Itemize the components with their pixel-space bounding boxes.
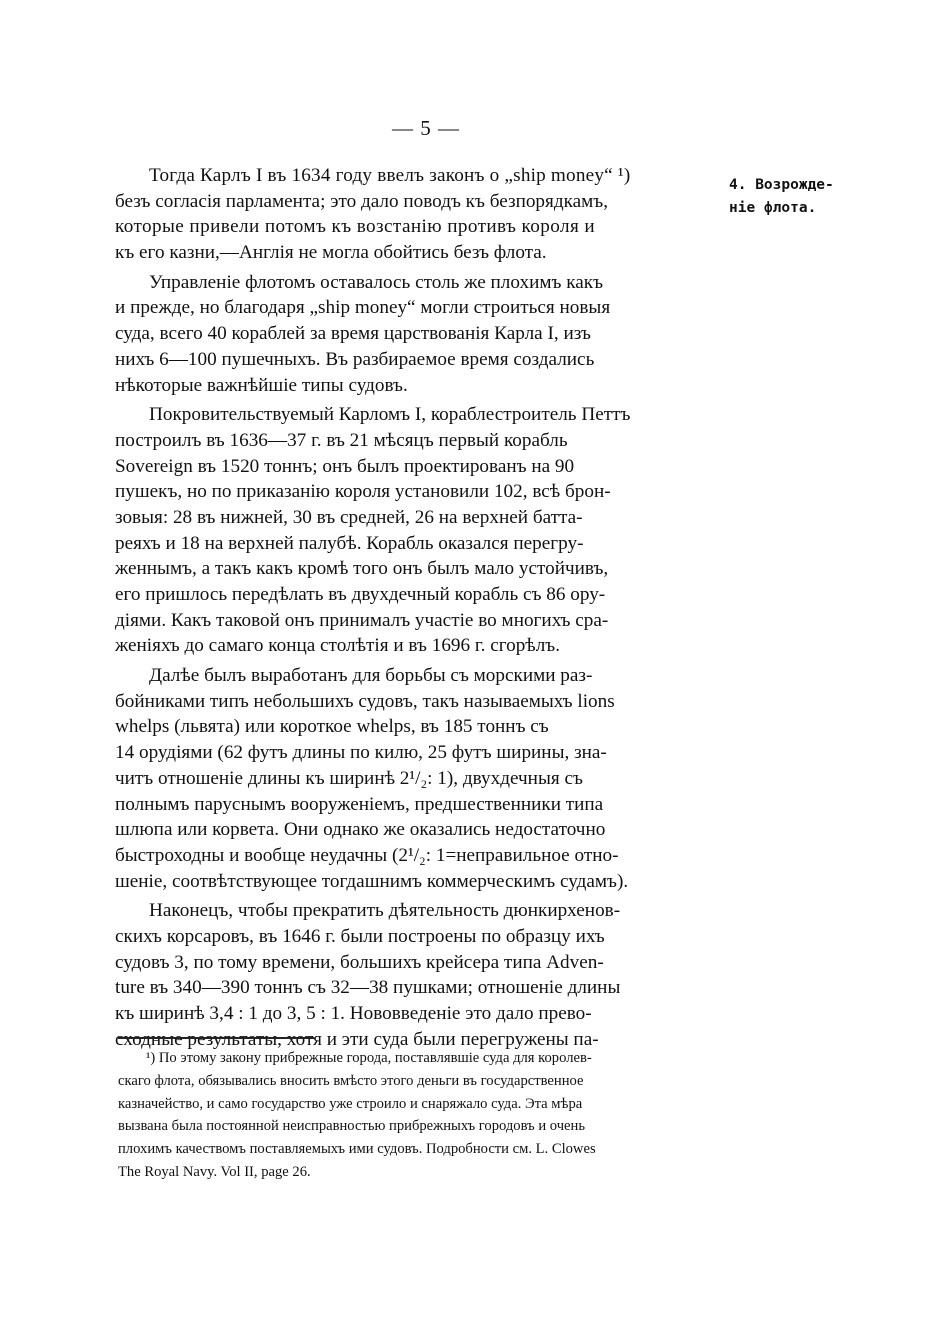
text-line: сходные результаты, хотя и эти суда были перегружены па- (115, 1028, 599, 1050)
text-line: читъ отношеніе длины къ ширинѣ 2¹/₂: 1), двухдечныя съ (115, 767, 583, 789)
footnote (118, 1047, 718, 1184)
text-line: безъ согласія парламента; это дало поводъ къ безпорядкамъ, (115, 190, 609, 212)
text-line: и прежде, но благодаря „ship money“ могли строиться новыя (115, 297, 611, 319)
text-line: whelps (львята) или короткое whelps, въ 185 тоннъ съ (115, 716, 549, 738)
text-line: нѣкоторые важнѣйшіе типы судовъ. (115, 374, 408, 396)
text-line: суда, всего 40 кораблей за время царствованія Карла I, изъ (115, 323, 591, 345)
text-line: реяхъ и 18 на верхней палубѣ. Корабль оказался перегру- (115, 532, 584, 554)
paragraph-3 (115, 402, 721, 659)
text-line: ture въ 340—390 тоннъ съ 32—38 пушками; отношеніе длины (115, 977, 621, 999)
footnote-divider (118, 1037, 314, 1039)
text-line: его пришлось передѣлать въ двухдечный корабль съ 86 ору- (115, 584, 606, 605)
text-line: къ его казни,—Англія не могла обойтись безъ флота. (115, 242, 547, 264)
text-line: построилъ въ 1636—37 г. въ 21 мѣсяцъ первый корабль (115, 429, 568, 451)
body-text (115, 163, 721, 1052)
margin-note-line: ніе флота. (729, 200, 817, 216)
footnote-line: ¹) По этому закону прибрежные города, поставлявшіе суда для королев- (146, 1050, 592, 1066)
text-line: діями. Какъ таковой онъ принималъ участіе во многихъ сра- (115, 609, 609, 631)
footnote-line: скаго флота, обязывались вносить вмѣсто этого деньги въ государственное (118, 1072, 584, 1089)
text-line: 14 орудіями (62 футъ длины по килю, 25 футъ ширины, зна- (115, 742, 607, 764)
margin-note (729, 174, 839, 220)
text-line: Тогда Карлъ I въ 1634 году ввелъ законъ о „ship money“ ¹) (149, 165, 631, 186)
paragraph-1 (115, 163, 721, 266)
text-line: быстроходны и вообще неудачны (2¹/₂: 1=неправильное отно- (115, 844, 619, 866)
text-line: шеніе, соотвѣтствующее тогдашнимъ коммерческимъ судамъ). (115, 870, 629, 892)
footnote-line: казначейство, и само государство уже строило и снаряжало суда. Эта мѣра (118, 1095, 583, 1112)
text-line: Наконецъ, чтобы прекратить дѣятельность дюнкирхенов- (149, 900, 621, 922)
text-line: Далѣе былъ выработанъ для борьбы съ морскими раз- (149, 665, 593, 687)
text-line: Покровительствуемый Карломъ I, кораблестроитель Петтъ (149, 404, 631, 426)
page-number: — 5 — (392, 116, 460, 140)
text-line: судовъ 3, по тому времени, большихъ крейсера типа Adven- (115, 951, 604, 973)
text-line: полнымъ паруснымъ вооруженіемъ, предшественники типа (115, 793, 604, 815)
paragraph-5 (115, 898, 721, 1052)
margin-note-line: 4. Возрожде- (729, 177, 834, 193)
text-line: пушекъ, но по приказанію короля установили 102, всѣ брон- (115, 481, 611, 503)
paragraph-4 (115, 663, 721, 894)
text-line: Sovereign въ 1520 тоннъ; онъ былъ проектированъ на 90 (115, 455, 575, 477)
paragraph-2 (115, 270, 721, 398)
text-line: зовыя: 28 въ нижней, 30 въ средней, 26 на верхней батта- (115, 506, 583, 528)
text-line: которые привели потомъ къ возстанію противъ короля и (115, 216, 596, 238)
text-line: шлюпа или корвета. Они однако же оказались недостаточно (115, 819, 606, 841)
footnote-line: The Royal Navy. Vol II, page 26. (118, 1163, 311, 1180)
footnote-line: плохимъ качествомъ поставляемыхъ ими судовъ. Подробности см. L. Clowes (118, 1141, 596, 1158)
text-line: женіяхъ до самаго конца столѣтія и въ 1696 г. сгорѣлъ. (115, 635, 561, 657)
text-line: скихъ корсаровъ, въ 1646 г. были построены по образцу ихъ (115, 925, 605, 947)
text-line: Управленіе флотомъ оставалось столь же плохимъ какъ (149, 271, 604, 293)
text-line: женнымъ, а такъ какъ кромѣ того онъ былъ мало устойчивъ, (115, 558, 609, 580)
text-line: бойниками типъ небольшихъ судовъ, такъ называемыхъ lions (115, 690, 615, 712)
text-line: къ ширинѣ 3,4 : 1 до 3, 5 : 1. Нововведеніе это дало прево- (115, 1003, 592, 1024)
footnote-line: вызвана была постоянной неисправностью прибрежныхъ городовъ и очень (118, 1118, 585, 1135)
text-line: нихъ 6—100 пушечныхъ. Въ разбираемое время создались (115, 348, 595, 370)
